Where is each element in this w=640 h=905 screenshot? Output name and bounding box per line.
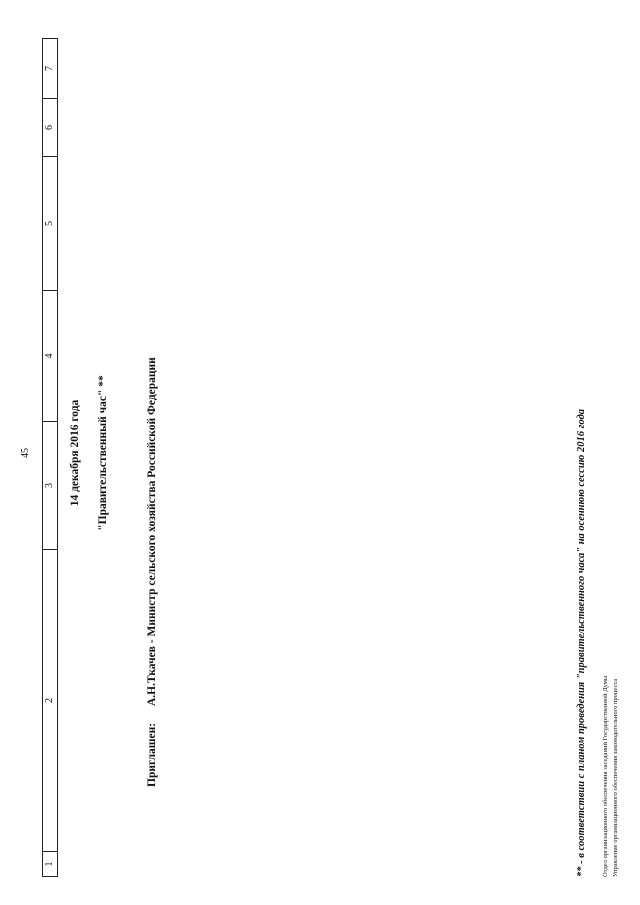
invited-label: Приглашен: bbox=[146, 722, 158, 787]
column-number-4: 4 bbox=[43, 291, 57, 422]
invited-person: А.Н.Ткачев - Министр сельского хозяйства Российской Федерации bbox=[146, 357, 158, 707]
column-number-1: 1 bbox=[44, 861, 55, 867]
column-number-2: 2 bbox=[43, 550, 57, 852]
column-number-3: 3 bbox=[43, 422, 57, 550]
column-number-5: 5 bbox=[43, 157, 57, 291]
column-number-strip bbox=[42, 38, 58, 877]
column-number-6: 6 bbox=[43, 99, 57, 157]
date-heading: 14 декабря 2016 года bbox=[69, 399, 81, 507]
session-title: "Правительственный час" ** bbox=[97, 375, 109, 531]
page-number: 45 bbox=[20, 448, 31, 458]
invited-row bbox=[146, 127, 158, 787]
department-line: Управление организационного обеспечения законодательного процесса bbox=[612, 678, 619, 877]
column-number-7: 7 bbox=[43, 39, 57, 99]
footnote: ** - в соответствии с планом проведения "правительственного часа" на осеннюю сессию 2016 года bbox=[576, 408, 587, 877]
department-line: Отдел организационного обеспечения заседаний Государственной Думы bbox=[602, 675, 609, 877]
